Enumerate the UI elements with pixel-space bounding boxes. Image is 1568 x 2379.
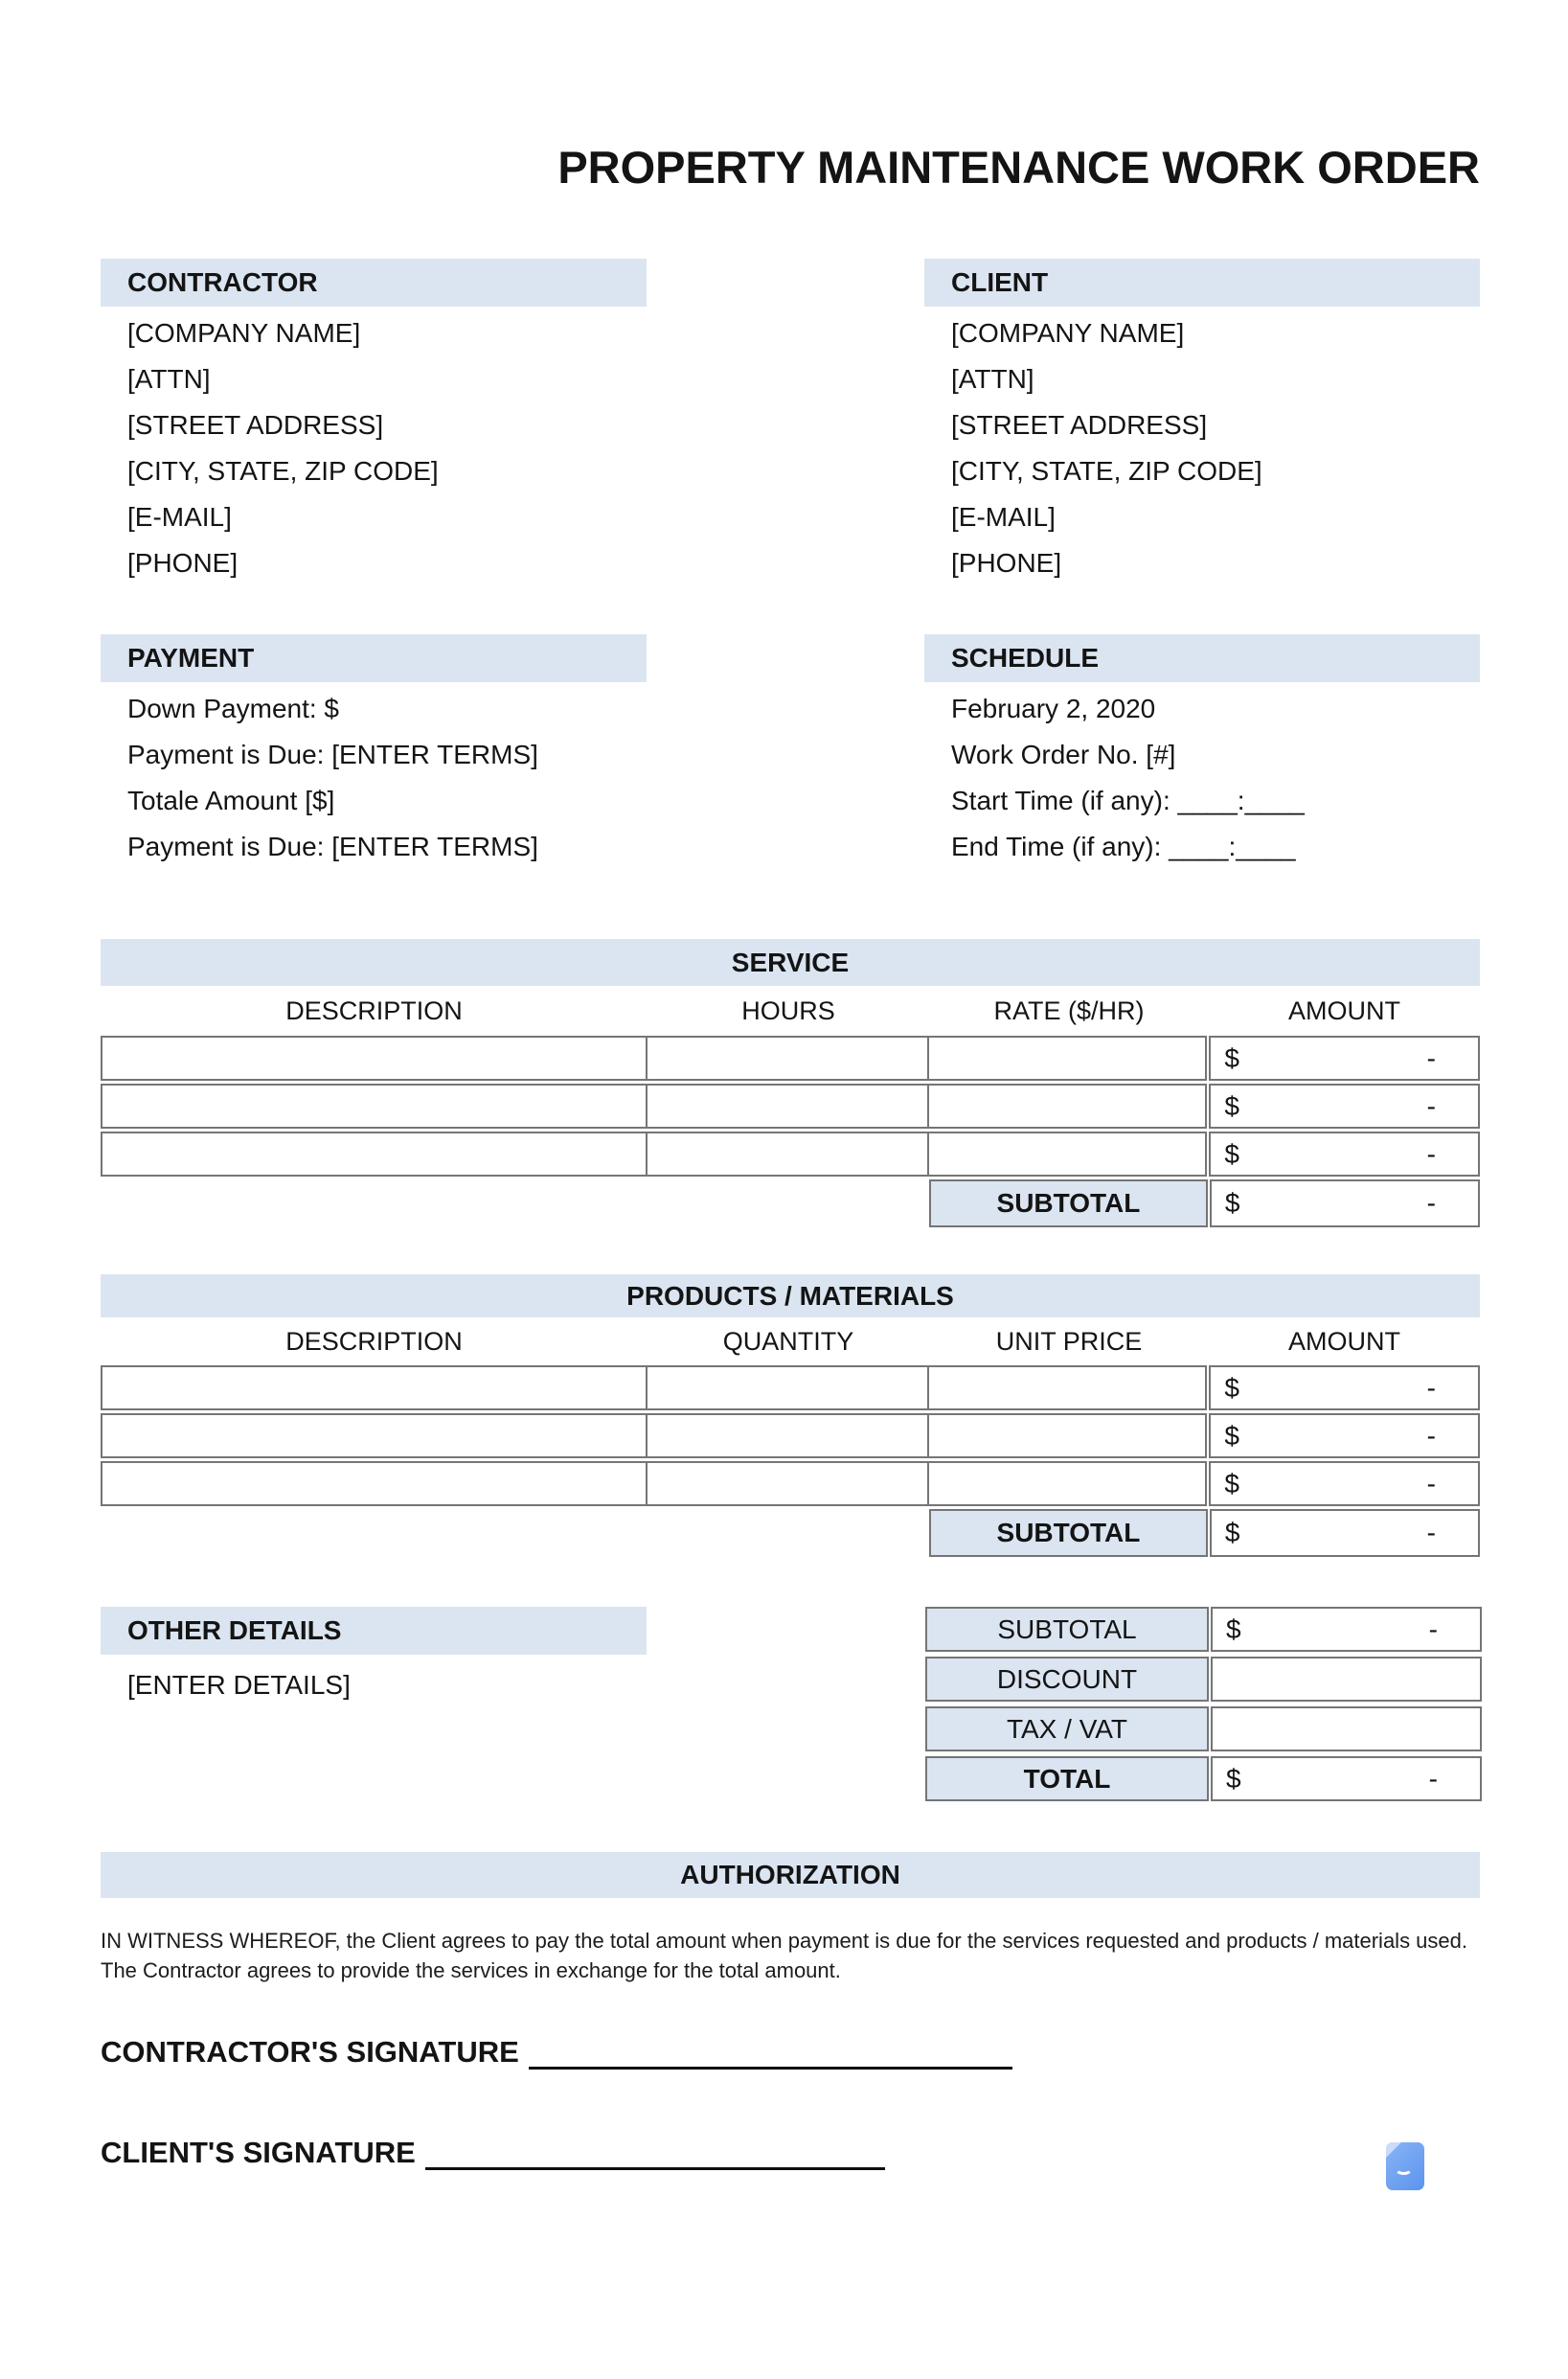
amount-value: - (1428, 1763, 1438, 1794)
client-city-field[interactable]: [CITY, STATE, ZIP CODE] (951, 456, 1262, 486)
amount-value: - (1426, 1138, 1436, 1169)
authorization-section (101, 1852, 1480, 1898)
schedule-date: February 2, 2020 (951, 694, 1156, 723)
service-subtotal-row (929, 1179, 1480, 1227)
authorization-heading: AUTHORIZATION (101, 1852, 1480, 1898)
totals-row (925, 1756, 1482, 1801)
service-hours-cell[interactable] (647, 1132, 928, 1177)
amount-value: - (1426, 1090, 1436, 1121)
down-payment-field[interactable]: Down Payment: $ (127, 694, 339, 723)
client-details (924, 310, 1480, 586)
products-table-title: PRODUCTS / MATERIALS (101, 1274, 1480, 1317)
service-description-cell[interactable] (101, 1132, 647, 1177)
payment-details (101, 686, 647, 870)
products-table-row (101, 1413, 1480, 1458)
service-section (101, 939, 1480, 1227)
currency-symbol: $ (1224, 1090, 1239, 1121)
currency-symbol: $ (1224, 1372, 1239, 1403)
products-description-cell[interactable] (101, 1365, 647, 1410)
payment-due-field-2[interactable]: Payment is Due: [ENTER TERMS] (127, 832, 538, 861)
page-title: PROPERTY MAINTENANCE WORK ORDER (557, 142, 1480, 193)
other-details-block (101, 1607, 647, 1708)
products-column-headers (101, 1317, 1480, 1365)
service-table-row (101, 1084, 1480, 1129)
totals-discount-label: DISCOUNT (925, 1657, 1209, 1702)
work-order-number-field[interactable]: Work Order No. [#] (951, 740, 1176, 769)
service-column-headers (101, 986, 1480, 1036)
service-description-cell[interactable] (101, 1036, 647, 1081)
client-signature-label: CLIENT'S SIGNATURE (101, 2136, 416, 2169)
products-col-amount: AMOUNT (1288, 1326, 1400, 1356)
service-subtotal-label: SUBTOTAL (929, 1179, 1208, 1227)
currency-symbol: $ (1226, 1763, 1241, 1794)
products-amount-cell (1209, 1461, 1480, 1506)
products-subtotal-row (929, 1509, 1480, 1557)
products-col-quantity: QUANTITY (722, 1326, 854, 1356)
products-section (101, 1274, 1480, 1557)
contractor-phone-field[interactable]: [PHONE] (127, 548, 239, 578)
service-subtotal-amount (1210, 1179, 1480, 1227)
client-company-field[interactable]: [COMPANY NAME] (951, 318, 1185, 348)
logo-fold-corner (1386, 2142, 1401, 2158)
schedule-details (924, 686, 1480, 870)
totals-tax-label: TAX / VAT (925, 1706, 1209, 1751)
client-email-field[interactable]: [E-MAIL] (951, 502, 1056, 532)
other-details-heading: OTHER DETAILS (101, 1607, 647, 1655)
products-amount-cell (1209, 1365, 1480, 1410)
contractor-signature-label: CONTRACTOR'S SIGNATURE (101, 2035, 519, 2069)
total-amount-field[interactable]: Totale Amount [$] (127, 786, 335, 815)
service-col-amount: AMOUNT (1288, 995, 1400, 1025)
contractor-city-field[interactable]: [CITY, STATE, ZIP CODE] (127, 456, 439, 486)
products-table-row (101, 1461, 1480, 1506)
contractor-street-field[interactable]: [STREET ADDRESS] (127, 410, 384, 440)
products-subtotal-label: SUBTOTAL (929, 1509, 1208, 1557)
products-quantity-cell[interactable] (647, 1461, 928, 1506)
currency-symbol: $ (1224, 1518, 1240, 1547)
other-details-field[interactable] (101, 1662, 647, 1708)
service-amount-cell (1209, 1132, 1480, 1177)
currency-symbol: $ (1224, 1420, 1239, 1451)
client-signature-line[interactable] (425, 2167, 885, 2170)
contractor-signature-line[interactable] (529, 2067, 1012, 2070)
client-block (924, 259, 1480, 586)
service-col-description: DESCRIPTION (285, 995, 463, 1025)
amount-value: - (1426, 1468, 1436, 1498)
amount-value: - (1428, 1613, 1438, 1644)
totals-block (925, 1607, 1482, 1806)
payment-schedule-section (101, 634, 1480, 870)
products-amount-cell (1209, 1413, 1480, 1458)
schedule-block (924, 634, 1480, 870)
document-smile-logo-icon (1386, 2142, 1424, 2190)
amount-value: - (1426, 1042, 1436, 1073)
service-col-hours: HOURS (741, 995, 835, 1025)
client-street-field[interactable]: [STREET ADDRESS] (951, 410, 1208, 440)
totals-tax-amount[interactable] (1211, 1706, 1482, 1751)
parties-section (101, 259, 1480, 586)
currency-symbol: $ (1226, 1613, 1241, 1644)
totals-row (925, 1657, 1482, 1702)
contractor-details (101, 310, 647, 586)
authorization-body: IN WITNESS WHEREOF, the Client agrees to pay the total amount when payment is due for the services requested and products / materials used. The Contractor agrees to provide the services in exchange for the total amount. (101, 1929, 1468, 1982)
currency-symbol: $ (1224, 1188, 1240, 1218)
client-phone-field[interactable]: [PHONE] (951, 548, 1062, 578)
totals-discount-amount[interactable] (1211, 1657, 1482, 1702)
totals-row (925, 1607, 1482, 1652)
service-table-row (101, 1132, 1480, 1177)
logo-smile-icon (1395, 2162, 1413, 2175)
client-attn-field[interactable]: [ATTN] (951, 364, 1034, 394)
totals-total-amount (1211, 1756, 1482, 1801)
products-col-description: DESCRIPTION (285, 1326, 463, 1356)
amount-value: - (1426, 1420, 1436, 1451)
amount-value: - (1426, 1518, 1436, 1547)
contractor-signature-row (101, 2035, 1012, 2070)
service-table-row (101, 1036, 1480, 1081)
service-hours-cell[interactable] (647, 1036, 928, 1081)
totals-subtotal-amount (1211, 1607, 1482, 1652)
contractor-attn-field[interactable]: [ATTN] (127, 364, 211, 394)
currency-symbol: $ (1224, 1468, 1239, 1498)
service-amount-cell (1209, 1036, 1480, 1081)
service-table-title: SERVICE (101, 939, 1480, 986)
products-subtotal-amount (1210, 1509, 1480, 1557)
amount-value: - (1426, 1188, 1436, 1218)
service-hours-cell[interactable] (647, 1084, 928, 1129)
end-time-field[interactable]: End Time (if any): ____:____ (951, 832, 1296, 861)
contractor-email-field[interactable]: [E-MAIL] (127, 502, 232, 532)
service-description-cell[interactable] (101, 1084, 647, 1129)
totals-total-label: TOTAL (925, 1756, 1209, 1801)
schedule-heading: SCHEDULE (924, 634, 1480, 682)
products-unit-price-cell[interactable] (928, 1365, 1208, 1410)
payment-due-field-1[interactable]: Payment is Due: [ENTER TERMS] (127, 740, 538, 769)
products-unit-price-cell[interactable] (928, 1461, 1208, 1506)
amount-value: - (1426, 1372, 1436, 1403)
products-quantity-cell[interactable] (647, 1365, 928, 1410)
currency-symbol: $ (1224, 1138, 1239, 1169)
service-col-rate: RATE ($/HR) (993, 995, 1145, 1025)
totals-subtotal-label: SUBTOTAL (925, 1607, 1209, 1652)
totals-row (925, 1706, 1482, 1751)
products-col-unit-price: UNIT PRICE (995, 1326, 1143, 1356)
client-heading: CLIENT (924, 259, 1480, 307)
service-amount-cell (1209, 1084, 1480, 1129)
contractor-block (101, 259, 647, 586)
contractor-company-field[interactable]: [COMPANY NAME] (127, 318, 361, 348)
products-unit-price-cell[interactable] (928, 1413, 1208, 1458)
service-rate-cell[interactable] (928, 1132, 1208, 1177)
contractor-heading: CONTRACTOR (101, 259, 647, 307)
client-signature-row (101, 2136, 885, 2170)
service-rate-cell[interactable] (928, 1036, 1208, 1081)
products-description-cell[interactable] (101, 1461, 647, 1506)
payment-heading: PAYMENT (101, 634, 647, 682)
products-table-row (101, 1365, 1480, 1410)
enter-details-placeholder[interactable]: [ENTER DETAILS] (127, 1670, 351, 1700)
currency-symbol: $ (1224, 1042, 1239, 1073)
products-description-cell[interactable] (101, 1413, 647, 1458)
products-quantity-cell[interactable] (647, 1413, 928, 1458)
service-rate-cell[interactable] (928, 1084, 1208, 1129)
payment-block (101, 634, 647, 870)
start-time-field[interactable]: Start Time (if any): ____:____ (951, 786, 1305, 815)
